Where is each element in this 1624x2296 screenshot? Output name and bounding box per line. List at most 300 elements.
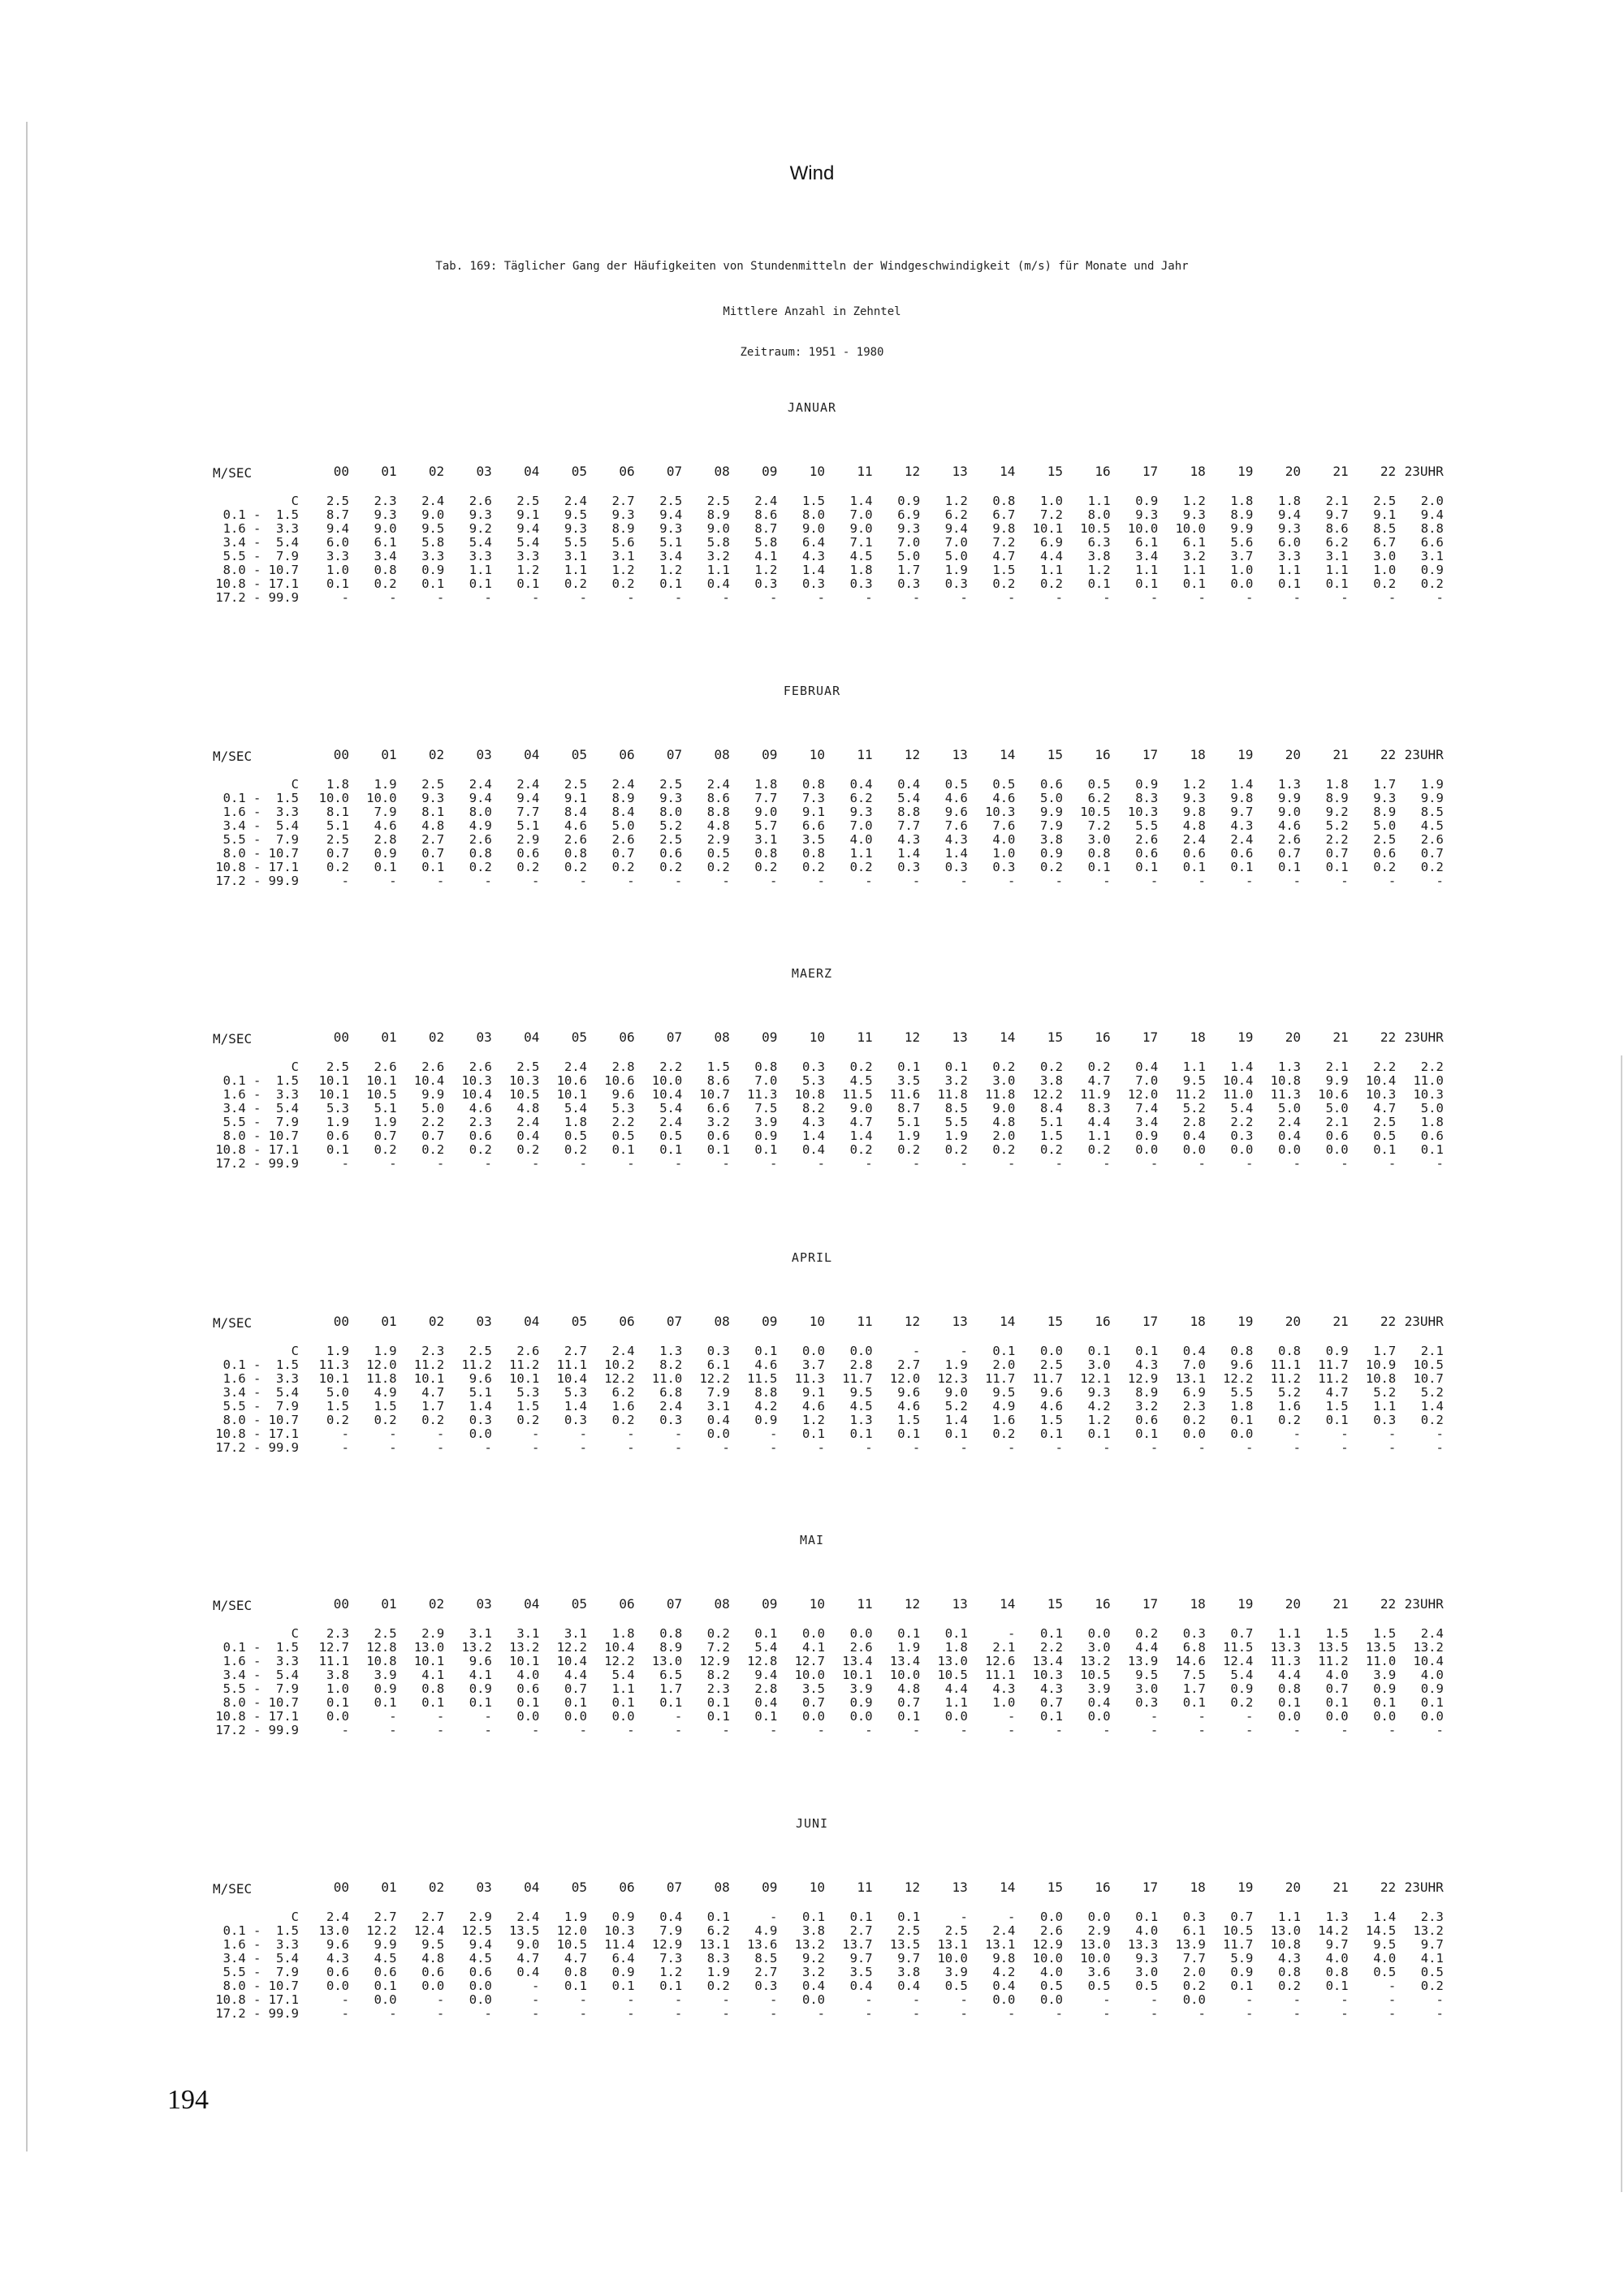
- value-cell: 0.7: [1325, 1681, 1349, 1696]
- hour-header: 03: [476, 747, 492, 762]
- value-cell: 11.5: [842, 1087, 873, 1102]
- value-cell: 2.4: [516, 1910, 540, 1924]
- value-cell: 9.0: [754, 805, 778, 819]
- value-cell: -: [1246, 590, 1254, 605]
- value-cell: 4.8: [897, 1681, 921, 1696]
- value-cell: -: [1341, 2006, 1349, 2021]
- hour-header: 23UHR: [1404, 1880, 1444, 1895]
- value-cell: -: [1055, 1723, 1063, 1737]
- hour-header: 01: [381, 1880, 397, 1895]
- hour-header: 18: [1190, 1596, 1206, 1612]
- value-cell: 1.0: [326, 563, 349, 577]
- value-cell: -: [1103, 590, 1111, 605]
- value-cell: 2.8: [374, 832, 397, 847]
- value-cell: 4.6: [944, 791, 968, 805]
- speed-class-label: 1.6 - 3.3: [222, 1654, 299, 1668]
- value-cell: 6.6: [706, 1101, 730, 1116]
- value-cell: 9.3: [611, 507, 635, 522]
- value-cell: -: [341, 1440, 349, 1455]
- value-cell: 0.3: [754, 576, 778, 591]
- value-cell: 2.9: [706, 832, 730, 847]
- value-cell: 1.3: [1278, 777, 1301, 792]
- value-cell: -: [1341, 1723, 1349, 1737]
- hour-header: 16: [1095, 1314, 1111, 1329]
- value-cell: -: [770, 590, 778, 605]
- value-cell: 9.9: [374, 1937, 397, 1952]
- hour-header: 09: [762, 1314, 778, 1329]
- value-cell: 0.2: [1182, 1979, 1206, 1993]
- value-cell: 8.8: [754, 1385, 778, 1400]
- value-cell: 5.2: [1278, 1385, 1301, 1400]
- hour-header: 06: [619, 747, 635, 762]
- table-caption: Tab. 169: Täglicher Gang der Häufigkeiten von Stundenmitteln der Windgeschwindigkeit (m/s) für Monate und Jahr: [435, 260, 1189, 273]
- value-cell: 11.2: [461, 1357, 492, 1372]
- value-cell: -: [436, 1992, 445, 2007]
- value-cell: 0.1: [1278, 1695, 1301, 1710]
- value-cell: 1.8: [564, 1115, 587, 1129]
- value-cell: 9.5: [421, 1937, 445, 1952]
- value-cell: 2.0: [992, 1129, 1016, 1143]
- hour-header: 13: [952, 1596, 968, 1612]
- value-cell: 0.1: [706, 1709, 730, 1724]
- value-cell: 2.5: [564, 777, 587, 792]
- value-cell: 0.0: [1040, 1992, 1063, 2007]
- value-cell: 0.0: [1420, 1709, 1444, 1724]
- value-cell: 0.2: [611, 1413, 635, 1427]
- speed-class-label: 1.6 - 3.3: [222, 1087, 299, 1102]
- value-cell: 1.9: [326, 1344, 349, 1358]
- hour-header: 20: [1285, 464, 1301, 479]
- hour-header: 08: [714, 1880, 730, 1895]
- value-cell: 2.5: [374, 1626, 397, 1641]
- value-cell: 0.4: [897, 1979, 921, 1993]
- value-cell: -: [1436, 2006, 1444, 2021]
- hour-header: 21: [1332, 464, 1349, 479]
- value-cell: 8.2: [802, 1101, 825, 1116]
- value-cell: 10.0: [366, 791, 397, 805]
- value-cell: 1.8: [1230, 494, 1254, 508]
- table-header-row: [0, 1031, 1624, 1047]
- value-cell: -: [1436, 874, 1444, 888]
- value-cell: 0.1: [706, 1910, 730, 1924]
- value-cell: 5.3: [516, 1385, 540, 1400]
- hour-header: 02: [428, 1880, 445, 1895]
- value-cell: -: [912, 874, 921, 888]
- hour-header: 01: [381, 1314, 397, 1329]
- value-cell: 2.3: [374, 494, 397, 508]
- value-cell: 14.6: [1175, 1654, 1206, 1668]
- value-cell: 0.1: [516, 576, 540, 591]
- value-cell: 2.4: [564, 494, 587, 508]
- value-cell: 1.9: [326, 1115, 349, 1129]
- value-cell: 13.5: [509, 1923, 540, 1938]
- value-cell: 3.1: [564, 549, 587, 563]
- value-cell: 13.5: [889, 1937, 921, 1952]
- value-cell: -: [341, 2006, 349, 2021]
- value-cell: 4.0: [1325, 1951, 1349, 1966]
- hour-header: 18: [1190, 1029, 1206, 1045]
- value-cell: 0.1: [1373, 1695, 1397, 1710]
- month-table-januar: [0, 400, 1624, 644]
- value-cell: 4.6: [992, 791, 1016, 805]
- value-cell: 6.1: [706, 1357, 730, 1372]
- value-cell: 5.1: [659, 535, 683, 550]
- value-cell: 0.1: [1135, 1910, 1159, 1924]
- value-cell: 12.0: [556, 1923, 587, 1938]
- value-cell: 0.1: [374, 1979, 397, 1993]
- value-cell: 0.1: [659, 1695, 683, 1710]
- hour-header: 10: [809, 464, 825, 479]
- value-cell: 12.3: [937, 1371, 968, 1386]
- value-cell: 2.3: [421, 1344, 445, 1358]
- speed-class-label: 1.6 - 3.3: [222, 1371, 299, 1386]
- hour-header: 04: [524, 1596, 540, 1612]
- value-cell: 10.1: [509, 1654, 540, 1668]
- value-cell: -: [1198, 874, 1206, 888]
- value-cell: 0.1: [1325, 1695, 1349, 1710]
- hour-header: 20: [1285, 747, 1301, 762]
- table-row: [0, 874, 1624, 891]
- value-cell: -: [1341, 1440, 1349, 1455]
- hour-header: 12: [904, 1314, 921, 1329]
- value-cell: 0.3: [469, 1413, 492, 1427]
- hour-header: 16: [1095, 1880, 1111, 1895]
- value-cell: 1.4: [1230, 1060, 1254, 1074]
- value-cell: 0.1: [754, 1626, 778, 1641]
- value-cell: 1.8: [849, 563, 873, 577]
- value-cell: 1.9: [944, 1357, 968, 1372]
- value-cell: 1.8: [1278, 494, 1301, 508]
- value-cell: 6.1: [1182, 535, 1206, 550]
- value-cell: -: [341, 1426, 349, 1441]
- hour-header: 21: [1332, 1314, 1349, 1329]
- value-cell: 2.6: [849, 1640, 873, 1655]
- value-cell: 9.3: [1182, 507, 1206, 522]
- value-cell: 9.6: [469, 1654, 492, 1668]
- value-cell: 4.3: [1135, 1357, 1159, 1372]
- hour-header: 05: [571, 747, 587, 762]
- value-cell: 1.0: [992, 846, 1016, 861]
- value-cell: 0.2: [659, 860, 683, 874]
- value-cell: 1.8: [1325, 777, 1349, 792]
- hour-header: 00: [333, 1029, 349, 1045]
- value-cell: 9.4: [1278, 507, 1301, 522]
- value-cell: 5.2: [1373, 1385, 1397, 1400]
- value-cell: 0.9: [1230, 1965, 1254, 1979]
- value-cell: 8.5: [754, 1951, 778, 1966]
- value-cell: 2.7: [849, 1923, 873, 1938]
- value-cell: -: [960, 1440, 968, 1455]
- value-cell: 1.9: [374, 1115, 397, 1129]
- value-cell: 13.2: [794, 1937, 825, 1952]
- value-cell: 13.9: [1127, 1654, 1159, 1668]
- value-cell: 3.8: [897, 1965, 921, 1979]
- value-cell: 9.6: [944, 805, 968, 819]
- hour-header: 01: [381, 747, 397, 762]
- value-cell: 0.8: [1325, 1965, 1349, 1979]
- value-cell: 6.2: [849, 791, 873, 805]
- hour-header: 03: [476, 1029, 492, 1045]
- value-cell: 11.2: [413, 1357, 445, 1372]
- table-row: [0, 1724, 1624, 1740]
- hour-header: 23UHR: [1404, 1314, 1444, 1329]
- value-cell: 5.9: [1230, 1951, 1254, 1966]
- value-cell: 8.4: [1040, 1101, 1063, 1116]
- value-cell: -: [341, 590, 349, 605]
- value-cell: 0.5: [1373, 1129, 1397, 1143]
- value-cell: 4.7: [1087, 1073, 1111, 1088]
- value-cell: 0.1: [659, 576, 683, 591]
- value-cell: 1.7: [1373, 1344, 1397, 1358]
- hour-header: 13: [952, 1880, 968, 1895]
- value-cell: 5.0: [897, 549, 921, 563]
- value-cell: -: [1246, 1156, 1254, 1171]
- value-cell: -: [389, 1156, 397, 1171]
- value-cell: 0.9: [469, 1681, 492, 1696]
- value-cell: 9.7: [897, 1951, 921, 1966]
- value-cell: 1.1: [1325, 563, 1349, 577]
- value-cell: 10.4: [556, 1654, 587, 1668]
- value-cell: -: [627, 2006, 635, 2021]
- value-cell: 0.5: [564, 1129, 587, 1143]
- value-cell: -: [817, 1440, 825, 1455]
- value-cell: 13.4: [842, 1654, 873, 1668]
- value-cell: 1.8: [1420, 1115, 1444, 1129]
- value-cell: -: [627, 1723, 635, 1737]
- value-cell: 2.9: [421, 1626, 445, 1641]
- value-cell: 2.5: [659, 832, 683, 847]
- hour-header: 04: [524, 747, 540, 762]
- value-cell: 9.3: [1278, 521, 1301, 536]
- value-cell: 0.1: [1325, 860, 1349, 874]
- value-cell: 9.3: [469, 507, 492, 522]
- value-cell: -: [1150, 2006, 1159, 2021]
- value-cell: 2.2: [421, 1115, 445, 1129]
- value-cell: 4.7: [421, 1385, 445, 1400]
- value-cell: 5.4: [1230, 1101, 1254, 1116]
- speed-class-label: 1.6 - 3.3: [222, 521, 299, 536]
- value-cell: -: [389, 1709, 397, 1724]
- value-cell: 9.3: [1087, 1385, 1111, 1400]
- hour-header: 07: [666, 1029, 683, 1045]
- value-cell: -: [389, 874, 397, 888]
- value-cell: 0.0: [944, 1709, 968, 1724]
- hour-header: 15: [1047, 1596, 1063, 1612]
- hour-header: 21: [1332, 1596, 1349, 1612]
- value-cell: 1.2: [944, 494, 968, 508]
- value-cell: -: [722, 1992, 730, 2007]
- table-subtitle: Mittlere Anzahl in Zehntel: [723, 305, 901, 318]
- value-cell: 2.6: [469, 494, 492, 508]
- hour-header: 10: [809, 1314, 825, 1329]
- value-cell: 2.4: [659, 1115, 683, 1129]
- hour-header: 05: [571, 1880, 587, 1895]
- value-cell: 4.6: [469, 1101, 492, 1116]
- value-cell: 0.6: [326, 1129, 349, 1143]
- value-cell: -: [341, 1992, 349, 2007]
- value-cell: 5.0: [421, 1101, 445, 1116]
- value-cell: 0.2: [1420, 576, 1444, 591]
- value-cell: 0.4: [706, 1413, 730, 1427]
- value-cell: 8.9: [1373, 805, 1397, 819]
- month-table-april: [0, 1250, 1624, 1494]
- value-cell: -: [1388, 1723, 1397, 1737]
- value-cell: 7.6: [944, 818, 968, 833]
- value-cell: 0.0: [1040, 1910, 1063, 1924]
- hour-header: 11: [857, 1314, 873, 1329]
- value-cell: 0.1: [564, 1979, 587, 1993]
- value-cell: 7.3: [659, 1951, 683, 1966]
- hour-header: 12: [904, 1880, 921, 1895]
- value-cell: 0.1: [1230, 1413, 1254, 1427]
- value-cell: 9.6: [897, 1385, 921, 1400]
- value-cell: 0.1: [659, 1142, 683, 1157]
- hour-header: 15: [1047, 747, 1063, 762]
- value-cell: 0.6: [1230, 846, 1254, 861]
- value-cell: 0.2: [849, 1142, 873, 1157]
- value-cell: -: [770, 1156, 778, 1171]
- value-cell: 1.5: [1040, 1129, 1063, 1143]
- value-cell: 0.4: [706, 576, 730, 591]
- value-cell: -: [912, 2006, 921, 2021]
- speed-class-label: C: [291, 1344, 299, 1358]
- value-cell: -: [1388, 1992, 1397, 2007]
- value-cell: -: [1341, 1156, 1349, 1171]
- value-cell: -: [1055, 590, 1063, 605]
- value-cell: 9.8: [1230, 791, 1254, 805]
- value-cell: 8.6: [706, 791, 730, 805]
- value-cell: 2.5: [421, 777, 445, 792]
- value-cell: 12.5: [461, 1923, 492, 1938]
- hour-header: 20: [1285, 1596, 1301, 1612]
- speed-class-label: 5.5 - 7.9: [222, 1965, 299, 1979]
- value-cell: 1.8: [326, 777, 349, 792]
- value-cell: -: [627, 1426, 635, 1441]
- value-cell: 12.9: [651, 1937, 683, 1952]
- value-cell: 5.4: [1230, 1668, 1254, 1682]
- value-cell: 4.2: [754, 1399, 778, 1413]
- value-cell: 11.2: [1318, 1371, 1349, 1386]
- value-cell: 0.3: [944, 860, 968, 874]
- value-cell: 2.0: [1182, 1965, 1206, 1979]
- value-cell: 1.1: [1040, 563, 1063, 577]
- value-cell: -: [627, 1440, 635, 1455]
- hour-header: 05: [571, 1596, 587, 1612]
- value-cell: 2.0: [1420, 494, 1444, 508]
- value-cell: 4.1: [1420, 1951, 1444, 1966]
- value-cell: 2.1: [1325, 494, 1349, 508]
- value-cell: 10.5: [556, 1937, 587, 1952]
- value-cell: 0.1: [374, 860, 397, 874]
- value-cell: 6.7: [992, 507, 1016, 522]
- value-cell: 2.4: [564, 1060, 587, 1074]
- value-cell: 3.1: [516, 1626, 540, 1641]
- value-cell: 9.9: [1230, 521, 1254, 536]
- value-cell: 2.0: [992, 1357, 1016, 1372]
- value-cell: 0.8: [1278, 1965, 1301, 1979]
- value-cell: -: [865, 874, 873, 888]
- value-cell: 0.4: [1278, 1129, 1301, 1143]
- value-cell: 4.8: [421, 1951, 445, 1966]
- value-cell: -: [1150, 1992, 1159, 2007]
- value-cell: 7.9: [659, 1923, 683, 1938]
- value-cell: 1.5: [1373, 1626, 1397, 1641]
- value-cell: -: [674, 874, 683, 888]
- hour-header: 22: [1380, 464, 1397, 479]
- value-cell: 13.0: [413, 1640, 445, 1655]
- value-cell: 5.2: [1325, 818, 1349, 833]
- value-cell: 6.3: [1087, 535, 1111, 550]
- value-cell: 9.3: [1135, 1951, 1159, 1966]
- value-cell: 9.4: [516, 521, 540, 536]
- value-cell: 4.3: [944, 832, 968, 847]
- value-cell: 0.9: [1135, 494, 1159, 508]
- value-cell: 0.1: [1420, 1142, 1444, 1157]
- value-cell: 12.9: [699, 1654, 730, 1668]
- value-cell: -: [1388, 874, 1397, 888]
- value-cell: 5.2: [1182, 1101, 1206, 1116]
- hour-header: 06: [619, 1880, 635, 1895]
- value-cell: 1.1: [611, 1681, 635, 1696]
- hour-header: 16: [1095, 1029, 1111, 1045]
- value-cell: 0.6: [326, 1965, 349, 1979]
- value-cell: 1.1: [1278, 1910, 1301, 1924]
- value-cell: -: [484, 1709, 492, 1724]
- value-cell: 12.0: [366, 1357, 397, 1372]
- value-cell: 0.1: [421, 576, 445, 591]
- value-cell: 0.2: [992, 576, 1016, 591]
- value-cell: 13.0: [1080, 1937, 1111, 1952]
- value-cell: 0.2: [374, 576, 397, 591]
- value-cell: 9.4: [659, 507, 683, 522]
- hour-header: 10: [809, 1596, 825, 1612]
- value-cell: -: [960, 1344, 968, 1358]
- value-cell: -: [579, 1992, 587, 2007]
- value-cell: 0.2: [564, 860, 587, 874]
- value-cell: -: [341, 1723, 349, 1737]
- value-cell: 12.4: [1223, 1654, 1254, 1668]
- value-cell: 1.9: [897, 1640, 921, 1655]
- value-cell: 8.0: [659, 805, 683, 819]
- value-cell: 7.7: [516, 805, 540, 819]
- value-cell: 0.9: [611, 1965, 635, 1979]
- value-cell: 0.2: [706, 1626, 730, 1641]
- value-cell: 9.1: [1373, 507, 1397, 522]
- value-cell: 13.2: [1413, 1640, 1444, 1655]
- value-cell: -: [532, 2006, 540, 2021]
- value-cell: 0.4: [516, 1965, 540, 1979]
- value-cell: 0.0: [469, 1426, 492, 1441]
- value-cell: 0.2: [564, 576, 587, 591]
- value-cell: 10.8: [1270, 1073, 1301, 1088]
- value-cell: 4.7: [849, 1115, 873, 1129]
- value-cell: 8.3: [1087, 1101, 1111, 1116]
- value-cell: 11.2: [1270, 1371, 1301, 1386]
- value-cell: 8.9: [659, 1640, 683, 1655]
- value-cell: -: [1388, 2006, 1397, 2021]
- value-cell: 1.1: [1087, 494, 1111, 508]
- value-cell: 10.8: [794, 1087, 825, 1102]
- value-cell: 7.5: [754, 1101, 778, 1116]
- value-cell: 0.2: [1420, 1979, 1444, 1993]
- value-cell: 0.1: [421, 1695, 445, 1710]
- month-title: JANUAR: [787, 400, 837, 415]
- value-cell: 5.1: [897, 1115, 921, 1129]
- value-cell: 9.0: [516, 1937, 540, 1952]
- value-cell: 0.1: [469, 576, 492, 591]
- value-cell: 0.1: [754, 1344, 778, 1358]
- value-cell: 7.6: [992, 818, 1016, 833]
